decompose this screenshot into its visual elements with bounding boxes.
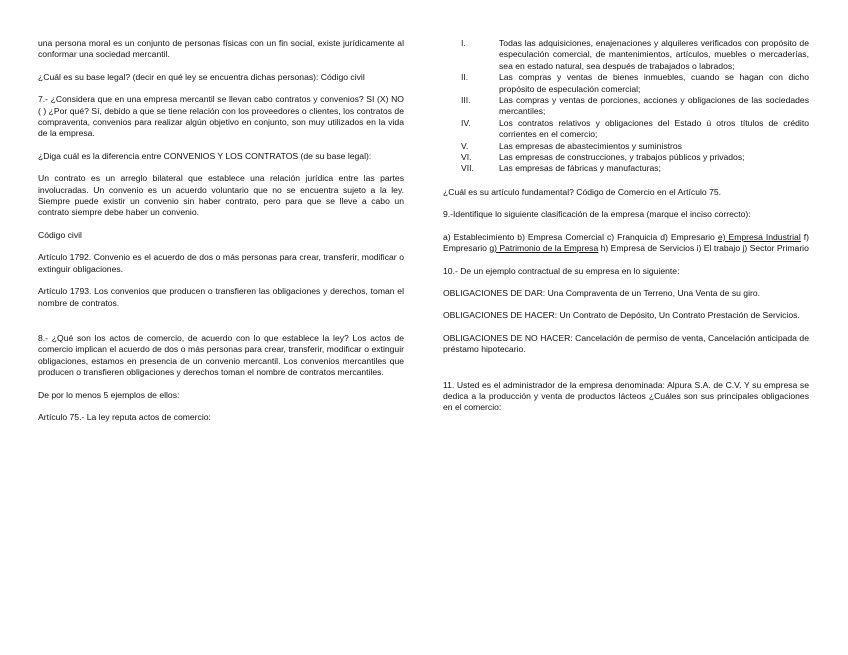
option-g-marked: g) Patrimonio de la Empresa xyxy=(489,243,599,254)
paragraph-base-legal: ¿Cuál es su base legal? (decir en qué ley se encuentra dichas personas): Código civil xyxy=(38,71,365,82)
list-number: II. xyxy=(461,72,469,83)
list-number: VII. xyxy=(461,163,474,174)
list-item xyxy=(443,152,809,163)
paragraph-codigo-civil: Código civil xyxy=(38,229,82,240)
paragraph-question-8: 8.- ¿Qué son los actos de comercio, de acuerdo con lo que establece la ley? Los actos de comercio implican el acuerdo de dos o más personas para crear, transferir, modificar o extinguir obligaciones, estamos en presencia de un convenio mercantil. Los convenios mercantiles que producen o transfieren obligaciones y derechos toman el nombre de contratos mercantiles. xyxy=(38,332,404,378)
paragraph-art-1792: Artículo 1792. Convenio es el acuerdo de dos o más personas para crear, transferir, modificar o extinguir obligaciones. xyxy=(38,252,404,274)
paragraph-contrato-def: Un contrato es un arreglo bilateral que establece una relación jurídica entre las partes involucradas. Un convenio es un acuerdo voluntario que no se encuentra sujeto a la ley. Siempre puede existir un convenio sin haber contrato, pero para que se lleve a cabo un contrato siempre debe haber un convenio. xyxy=(38,173,404,218)
paragraph-obligaciones-dar: OBLIGACIONES DE DAR: Una Compraventa de un Terreno, Una Venta de su giro. xyxy=(443,287,761,298)
paragraph-classification-options xyxy=(443,232,809,255)
option-e-marked: e) Empresa Industrial xyxy=(717,231,801,242)
list-item xyxy=(443,38,809,72)
list-text: Las empresas de fábricas y manufacturas; xyxy=(499,163,661,174)
option-a-d: a) Establecimiento b) Empresa Comercial c) Franquicia d) Empresario xyxy=(443,231,715,242)
list-text: Los contratos relativos y obligaciones del Estado ú otros títulos de crédito corrientes en el comercio; xyxy=(499,117,809,140)
list-text: Las compras y ventas de porciones, acciones y obligaciones de las sociedades mercantiles; xyxy=(499,95,809,117)
list-item xyxy=(443,141,809,152)
paragraph-question-7: 7.- ¿Considera que en una empresa mercantil se llevan cabo contratos y convenios? SI (X) NO ( ) ¿Por qué? Sí, debido a que se tiene relación con los proveedores o clientes, los contratos de compraventa, convenios para realizar algún objetivo en conjunto, son muy utilizados en la vida de la empresa. xyxy=(38,94,404,139)
list-item xyxy=(443,95,809,118)
list-text: Todas las adquisiciones, enajenaciones y alquileres verificados con propósito de especulación comercial, de mantenimientos, artículos, muebles o mercaderías, sea en estado natural, sea después de trabajados o labrados; xyxy=(499,38,809,71)
paragraph-diferencia: ¿Diga cuál es la diferencia entre CONVENIOS Y LOS CONTRATOS (de su base legal): xyxy=(38,150,372,161)
list-number: I. xyxy=(461,38,466,48)
left-column xyxy=(38,38,404,434)
list-text: Las compras y ventas de bienes inmuebles, cuando se hagan con dicho propósito de especulación comercial; xyxy=(499,72,809,94)
list-item xyxy=(443,118,809,141)
list-text: Las empresas de construcciones, y trabajos públicos y privados; xyxy=(499,152,745,163)
paragraph-question-11: 11. Usted es el administrador de la empresa denominada: Alpura S.A. de C.V. Y su empresa se dedica a la producción y venta de productos lácteos ¿Cuáles son sus principales obligaciones en el comercio: xyxy=(443,379,809,413)
paragraph-articulo-fundamental: ¿Cuál es su artículo fundamental? Código de Comercio en el Artículo 75. xyxy=(443,186,722,197)
paragraph-art-1793: Artículo 1793. Los convenios que producen o transfieren las obligaciones y derechos, toman el nombre de contratos. xyxy=(38,286,404,308)
paragraph-ejemplos: De por lo menos 5 ejemplos de ellos: xyxy=(38,389,180,400)
list-number: VI. xyxy=(461,152,472,163)
list-number: IV. xyxy=(461,117,471,128)
option-f: f) Empresario xyxy=(443,231,809,254)
list-number: V. xyxy=(461,140,469,151)
list-text: Las empresas de abastecimientos y suministros xyxy=(499,140,682,151)
list-item xyxy=(443,72,809,95)
paragraph-obligaciones-hacer: OBLIGACIONES DE HACER: Un Contrato de Depósito, Un Contrato Prestación de Servicios. xyxy=(443,310,800,321)
right-column xyxy=(443,38,809,425)
option-h-j: h) Empresa de Servicios i) El trabajo j) Sector Primario xyxy=(600,243,809,254)
list-number: III. xyxy=(461,95,471,106)
paragraph-persona-moral: una persona moral es un conjunto de personas físicas con un fin social, existe jurídicamente al conformar una sociedad mercantil. xyxy=(38,38,404,60)
roman-list xyxy=(443,38,809,175)
paragraph-question-9: 9.-Identifique lo siguiente clasificación de la empresa (marque el inciso correcto): xyxy=(443,209,751,220)
paragraph-question-10: 10.- De un ejemplo contractual de su empresa en lo siguiente: xyxy=(443,265,680,276)
paragraph-obligaciones-no-hacer: OBLIGACIONES DE NO HACER: Cancelación de permiso de venta, Cancelación anticipada de préstamo hipotecario. xyxy=(443,332,809,355)
list-item xyxy=(443,163,809,174)
paragraph-art-75: Artículo 75.- La ley reputa actos de comercio: xyxy=(38,411,211,422)
